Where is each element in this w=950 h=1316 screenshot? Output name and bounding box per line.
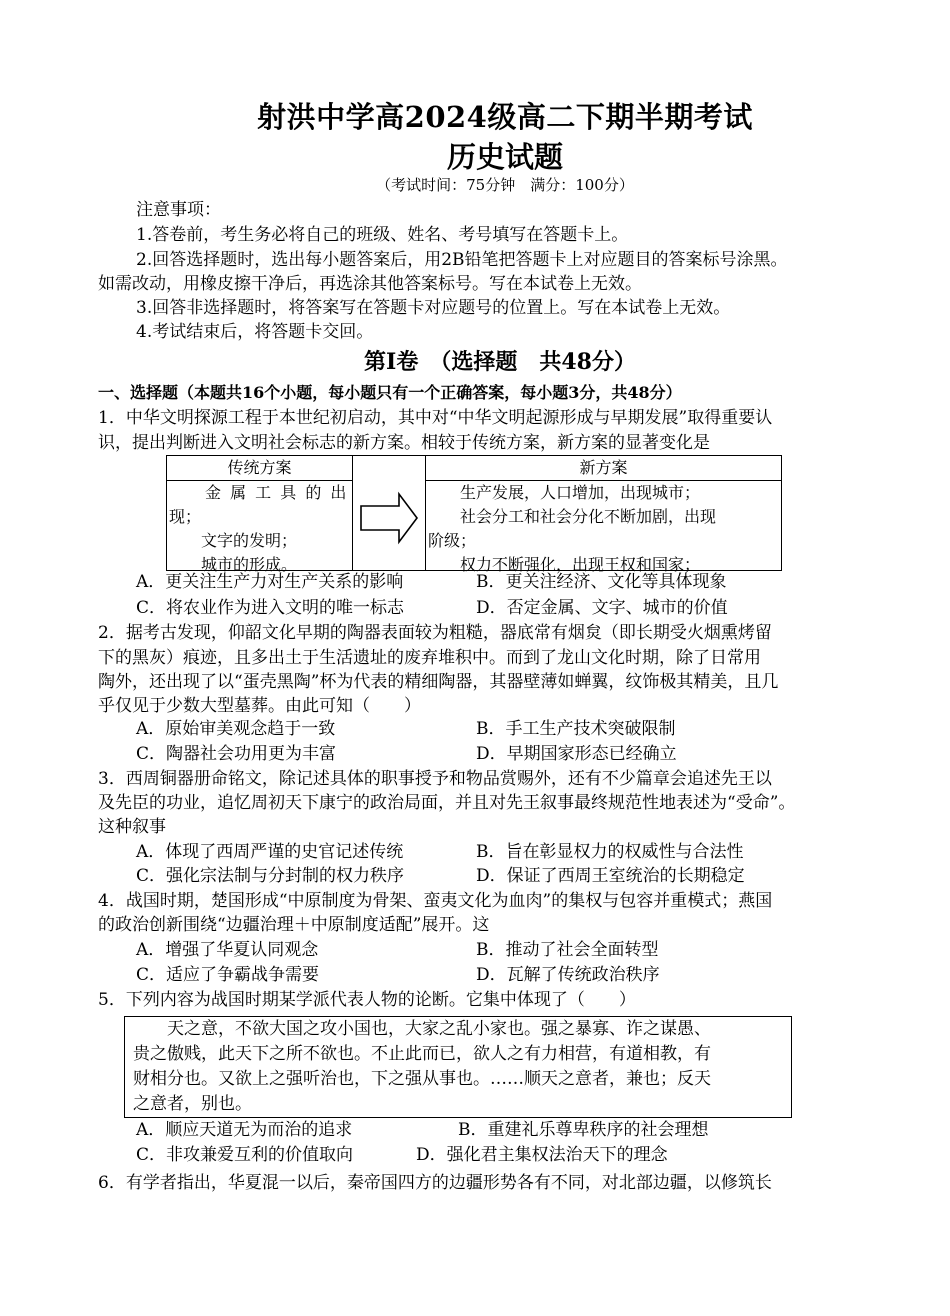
arrow-cell xyxy=(352,455,426,571)
q3-option-c: C．强化宗法制与分封制的权力秩序 xyxy=(136,866,405,886)
new-scheme-cell xyxy=(425,455,782,574)
q3-stem: 3．西周铜器册命铭文，除记述具体的职事授予和物品赏赐外，还有不少篇章会追述先王以 xyxy=(98,769,772,789)
exam-info: （考试时间：75分钟 满分：100分） xyxy=(376,176,634,194)
traditional-scheme-cell xyxy=(166,455,353,574)
q2-stem: 2．据考古发现，仰韶文化早期的陶器表面较为粗糙，器底常有烟炱（即长期受火烟熏烤留 xyxy=(98,623,772,643)
traditional-item: 现； xyxy=(169,507,202,526)
new-scheme-item: 社会分工和社会分化不断加剧，出现 xyxy=(428,507,717,526)
q2-stem-cont: 下的黑灰）痕迹，且多出土于生活遗址的废弃堆积中。而到了龙山文化时期，除了日常用 xyxy=(98,648,761,668)
q5-option-a: A．顺应天道无为而治的追求 xyxy=(136,1120,353,1140)
q2-option-a: A．原始审美观念趋于一致 xyxy=(136,719,336,739)
q3-option-b: B．旨在彰显权力的权威性与合法性 xyxy=(476,842,744,862)
q4-option-d: D．瓦解了传统政治秩序 xyxy=(476,965,660,985)
traditional-item: 金 属 工 具 的 出 xyxy=(169,483,349,502)
q1-stem: 1．中华文明探源工程于本世纪初启动，其中对“中华文明起源形成与早期发展”取得重要认 xyxy=(98,408,773,428)
notice-item-2-cont: 如需改动，用橡皮擦干净后，再选涂其他答案标号。写在本试卷上无效。 xyxy=(98,274,642,294)
q3-option-a: A．体现了西周严谨的史官记述传统 xyxy=(136,842,404,862)
notice-item-3: 3.回答非选择题时，将答案写在答题卡对应题号的位置上。写在本试卷上无效。 xyxy=(136,298,731,318)
q1-option-a: A．更关注生产力对生产关系的影响 xyxy=(136,572,404,592)
q4-stem-cont: 的政治创新围绕“边疆治理＋中原制度适配”展开。这 xyxy=(98,915,490,935)
q5-stem: 5．下列内容为战国时期某学派代表人物的论断。它集中体现了（ ） xyxy=(98,990,636,1010)
q2-option-c: C．陶器社会功用更为丰富 xyxy=(136,744,337,764)
q4-option-a: A．增强了华夏认同观念 xyxy=(136,940,319,960)
q1-comparison-table xyxy=(166,455,782,574)
part-heading: 一、选择题（本题共16个小题，每小题只有一个正确答案，每小题3分，共48分） xyxy=(98,383,682,402)
traditional-item: 文字的发明； xyxy=(169,531,298,550)
new-scheme-item: 权力不断强化，出现王权和国家； xyxy=(428,555,701,574)
traditional-scheme-header: 传统方案 xyxy=(167,456,352,481)
q5-option-b: B．重建礼乐尊卑秩序的社会理想 xyxy=(458,1120,709,1140)
exam-title: 射洪中学高2024级高二下期半期考试 xyxy=(257,100,753,134)
q3-stem-cont: 这种叙事 xyxy=(98,817,166,837)
q1-option-b: B．更关注经济、文化等具体现象 xyxy=(476,572,727,592)
q5-option-d: D．强化君主集权法治天下的理念 xyxy=(416,1145,668,1165)
traditional-item: 城市的形成。 xyxy=(169,555,298,574)
q2-stem-cont: 乎仅见于少数大型墓葬。由此可知（ ） xyxy=(98,696,421,716)
quote-line: 之意者，别也。 xyxy=(133,1094,252,1114)
right-arrow-icon xyxy=(353,456,425,570)
q6-stem: 6．有学者指出，华夏混一以后，秦帝国四方的边疆形势各有不同，对北部边疆，以修筑长 xyxy=(98,1173,772,1193)
q2-option-d: D．早期国家形态已经确立 xyxy=(476,744,677,764)
q5-quote-box xyxy=(124,1016,792,1118)
q1-stem-cont: 识，提出判断进入文明社会标志的新方案。相较于传统方案，新方案的显著变化是 xyxy=(98,433,710,453)
quote-line: 贵之傲贱，此天下之所不欲也。不止此而已，欲人之有力相营，有道相教，有 xyxy=(133,1044,711,1064)
q4-option-b: B．推动了社会全面转型 xyxy=(476,940,659,960)
q1-option-d: D．否定金属、文字、城市的价值 xyxy=(476,598,728,618)
quote-line: 天之意，不欲大国之攻小国也，大家之乱小家也。强之暴寡、诈之谋愚、 xyxy=(133,1019,711,1039)
q4-stem: 4．战国时期，楚国形成“中原制度为骨架、蛮夷文化为血肉”的集权与包容并重模式；燕国 xyxy=(98,891,773,911)
q3-stem-cont: 及先臣的功业，追忆周初天下康宁的政治局面，并且对先王叙事最终规范性地表述为“受命”。 xyxy=(98,793,796,813)
q2-option-b: B．手工生产技术突破限制 xyxy=(476,719,676,739)
section-title: 第Ⅰ卷 （选择题 共48分） xyxy=(364,349,636,375)
q4-option-c: C．适应了争霸战争需要 xyxy=(136,965,320,985)
q5-option-c: C．非攻兼爱互利的价值取向 xyxy=(136,1145,354,1165)
new-scheme-item: 生产发展，人口增加，出现城市； xyxy=(428,483,701,502)
q3-option-d: D．保证了西周王室统治的长期稳定 xyxy=(476,866,745,886)
notice-item-4: 4.考试结束后，将答题卡交回。 xyxy=(136,322,374,342)
notice-item-1: 1.答卷前，考生务必将自己的班级、姓名、考号填写在答题卡上。 xyxy=(136,225,629,245)
new-scheme-item: 阶级； xyxy=(428,531,477,550)
quote-line: 财相分也。又欲上之强听治也，下之强从事也。……顺天之意者，兼也；反天 xyxy=(133,1069,711,1089)
q1-option-c: C．将农业作为进入文明的唯一标志 xyxy=(136,598,405,618)
q2-stem-cont: 陶外，还出现了以“蛋壳黑陶”杯为代表的精细陶器，其器壁薄如蝉翼，纹饰极其精美，且几 xyxy=(98,672,779,692)
new-scheme-header: 新方案 xyxy=(426,456,781,481)
notice-heading: 注意事项： xyxy=(136,200,221,220)
subject-title: 历史试题 xyxy=(446,140,563,174)
notice-item-2: 2.回答选择题时，选出每小题答案后，用2B铅笔把答题卡上对应题目的答案标号涂黑。 xyxy=(136,250,788,270)
